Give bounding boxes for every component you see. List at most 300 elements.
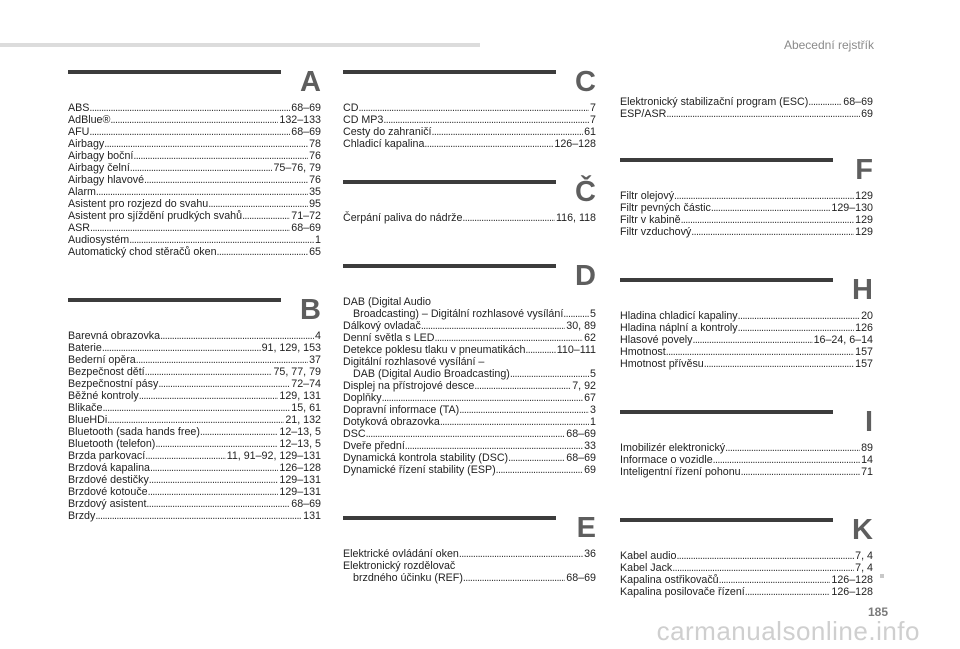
- entry-label: Filtr olejový: [620, 190, 675, 202]
- dot-leader: [508, 452, 565, 464]
- entry-label: Hmotnost: [620, 346, 666, 358]
- index-entry: [68, 330, 321, 342]
- entry-list: [620, 190, 873, 238]
- entry-list: [343, 102, 596, 150]
- entry-pages: 35: [309, 186, 321, 198]
- dot-leader: [149, 474, 279, 486]
- section-divider: [68, 298, 281, 302]
- entry-label: Bederní opěra: [68, 354, 136, 366]
- entry-label: DSC: [343, 428, 366, 440]
- section-letter: K: [852, 514, 873, 546]
- index-entry: [68, 246, 321, 258]
- entry-pages: 1: [315, 234, 321, 246]
- entry-pages: 5: [590, 308, 596, 320]
- index-entry: [68, 234, 321, 246]
- section-i: [620, 406, 873, 478]
- dot-leader: [102, 342, 261, 354]
- entry-label: ABS: [68, 102, 90, 114]
- entry-label: Brzdový asistent: [68, 498, 147, 510]
- entry-pages: 116, 118: [555, 212, 596, 224]
- index-entry: [620, 190, 873, 202]
- page-number: 185: [867, 605, 888, 619]
- entry-label: Alarm: [68, 186, 96, 198]
- entry-pages: 7, 4: [855, 562, 873, 574]
- entry-label: Barevná obrazovka: [68, 330, 161, 342]
- entry-label: Kapalina posilovače řízení: [620, 586, 745, 598]
- entry-list: [620, 550, 873, 598]
- dot-leader: [674, 190, 854, 202]
- index-entry: [620, 310, 873, 322]
- index-entry: [68, 402, 321, 414]
- entry-label: AFU: [68, 126, 90, 138]
- index-entry: [620, 550, 873, 562]
- entry-pages: 129: [855, 214, 873, 226]
- index-entry: [620, 96, 873, 108]
- entry-label: Airbagy boční: [68, 150, 134, 162]
- entry-pages: 126: [855, 322, 873, 334]
- dot-leader: [383, 114, 589, 126]
- entry-pages: 95: [309, 198, 321, 210]
- index-entry: [343, 416, 596, 428]
- dot-leader: [719, 574, 831, 586]
- dot-leader: [424, 138, 553, 150]
- entry-label: Dveře přední: [343, 440, 405, 452]
- index-entry: [68, 414, 321, 426]
- index-entry: [68, 222, 321, 234]
- dot-leader: [158, 378, 290, 390]
- dot-leader: [95, 510, 302, 522]
- section-divider: [68, 70, 281, 74]
- entry-list: [620, 442, 873, 478]
- entry-label: Detekce poklesu tlaku v pneumatikách: [343, 344, 526, 356]
- entry-pages: 12–13, 5: [279, 426, 321, 438]
- entry-label: CD: [343, 102, 359, 114]
- entry-pages: 131: [303, 510, 321, 522]
- section-letter: A: [300, 66, 321, 98]
- index-entry: [68, 162, 321, 174]
- entry-label: Bluetooth (telefon): [68, 438, 156, 450]
- dot-leader: [366, 428, 566, 440]
- entry-pages: 21, 132: [285, 414, 321, 426]
- index-entry: [68, 138, 321, 150]
- watermark: carmanualsonline.info: [656, 616, 920, 646]
- entry-pages: 33: [584, 440, 596, 452]
- section-k: [620, 514, 873, 598]
- entry-label: Hladina chladicí kapaliny: [620, 310, 738, 322]
- index-entry: [343, 572, 596, 584]
- entry-pages: 5: [590, 368, 596, 380]
- section-divider: [343, 516, 556, 520]
- entry-label: Bezpečnostní pásy: [68, 378, 159, 390]
- entry-pages: 129: [855, 226, 873, 238]
- index-entry-erb: Elektronický rozdělovač: [343, 560, 456, 572]
- section-f: [620, 154, 873, 238]
- entry-pages: 7, 92: [572, 380, 596, 392]
- section-d: [343, 260, 596, 476]
- section-letter: F: [855, 154, 873, 186]
- index-entry: [343, 308, 596, 320]
- entry-pages: 67: [584, 392, 596, 404]
- entry-pages: 14: [861, 454, 873, 466]
- entry-list: [343, 320, 596, 356]
- index-entry: [620, 574, 873, 586]
- section-divider: [343, 70, 556, 74]
- index-entry: [343, 320, 596, 332]
- entry-label: Blikače: [68, 402, 103, 414]
- section-letter: E: [576, 512, 596, 544]
- dot-leader: [681, 214, 855, 226]
- index-entry: [620, 214, 873, 226]
- entry-label: Airbagy čelní: [68, 162, 130, 174]
- index-entry: [620, 108, 873, 120]
- index-entry: [68, 114, 321, 126]
- entry-pages: 157: [855, 358, 873, 370]
- dot-leader: [741, 466, 860, 478]
- index-entry: [343, 440, 596, 452]
- section-c: [343, 66, 596, 150]
- dot-leader: [691, 226, 854, 238]
- dot-leader: [145, 366, 273, 378]
- entry-label: Hmotnost přívěsu: [620, 358, 704, 370]
- dot-leader: [217, 246, 309, 258]
- dot-leader: [130, 162, 273, 174]
- dot-leader: [692, 334, 812, 346]
- index-entry: [343, 114, 596, 126]
- index-entry: [343, 392, 596, 404]
- entry-label: Airbagy hlavové: [68, 174, 145, 186]
- entry-pages: 132–133: [279, 114, 321, 126]
- index-entry: [620, 586, 873, 598]
- index-entry: [343, 548, 596, 560]
- index-entry: [68, 378, 321, 390]
- entry-label: Inteligentní řízení pohonu: [620, 466, 741, 478]
- entry-label: Airbagy: [68, 138, 105, 150]
- index-entry: [620, 562, 873, 574]
- index-entry: [68, 210, 321, 222]
- entry-label: Dopravní informace (TA): [343, 404, 460, 416]
- entry-label: Doplňky: [343, 392, 382, 404]
- entry-list: [343, 380, 596, 476]
- section-letter: I: [864, 406, 873, 438]
- section-divider: [620, 410, 833, 414]
- dot-leader: [725, 442, 860, 454]
- entry-list: [343, 212, 596, 224]
- entry-pages: 78: [309, 138, 321, 150]
- entry-label: Bezpečnost dětí: [68, 366, 145, 378]
- dot-leader: [405, 440, 583, 452]
- entry-pages: 69: [861, 108, 873, 120]
- entry-list: [620, 96, 873, 120]
- entry-label: Hladina náplní a kontroly: [620, 322, 738, 334]
- index-entry: [620, 226, 873, 238]
- dot-leader: [666, 108, 860, 120]
- index-entry: [343, 102, 596, 114]
- index-entry: [620, 466, 873, 478]
- section-letter: B: [300, 294, 321, 326]
- index-entry: [620, 358, 873, 370]
- entry-list: [620, 310, 873, 370]
- index-entry: [343, 452, 596, 464]
- entry-pages: 129–131: [279, 486, 321, 498]
- entry-pages: 76: [309, 150, 321, 162]
- entry-label: Elektrické ovládání oken: [343, 548, 459, 560]
- entry-pages: 129: [855, 190, 873, 202]
- entry-pages: 91, 129, 153: [261, 342, 321, 354]
- section-letter: D: [575, 260, 596, 292]
- index-entry: [68, 198, 321, 210]
- entry-label: Běžné kontroly: [68, 390, 139, 402]
- entry-pages: 69: [584, 464, 596, 476]
- entry-label: ESP/ASR: [620, 108, 667, 120]
- entry-pages: 7: [590, 114, 596, 126]
- entry-label: Chladicí kapalina: [343, 138, 425, 150]
- entry-label: Čerpání paliva do nádrže: [343, 212, 463, 224]
- dot-leader: [808, 96, 842, 108]
- index-entry: [68, 366, 321, 378]
- dot-leader: [136, 354, 308, 366]
- entry-label: Brzdová kapalina: [68, 462, 150, 474]
- dot-leader: [474, 380, 571, 392]
- entry-pages: 65: [309, 246, 321, 258]
- entry-label: Imobilizér elektronický: [620, 442, 726, 454]
- dot-leader: [711, 202, 831, 214]
- dot-leader: [382, 392, 583, 404]
- entry-pages: 1: [590, 416, 596, 428]
- dot-leader: [104, 138, 308, 150]
- section-letter: H: [852, 274, 873, 306]
- index-entry: [343, 138, 596, 150]
- entry-pages: 61: [584, 126, 596, 138]
- dot-leader: [133, 150, 308, 162]
- dot-leader: [463, 572, 565, 584]
- dot-leader: [107, 414, 284, 426]
- entry-pages: 76: [309, 174, 321, 186]
- entry-label: Dálkový ovladač: [343, 320, 421, 332]
- entry-pages: 126–128: [831, 574, 873, 586]
- section-e: [343, 512, 596, 584]
- index-entry: [68, 438, 321, 450]
- index-entry: [68, 450, 321, 462]
- section-letter: C: [575, 66, 596, 98]
- index-entry: [68, 354, 321, 366]
- entry-pages: 126–128: [554, 138, 596, 150]
- dot-leader: [89, 126, 290, 138]
- entry-label: Denní světla s LED: [343, 332, 435, 344]
- dot-leader: [139, 390, 279, 402]
- index-entry: [68, 474, 321, 486]
- index-entry: [343, 464, 596, 476]
- index-entry: [68, 174, 321, 186]
- dot-leader: [146, 498, 290, 510]
- entry-label: Broadcasting) – Digitální rozhlasové vysílání: [353, 308, 564, 320]
- entry-label: CD MP3: [343, 114, 384, 126]
- index-entry: [343, 126, 596, 138]
- entry-label: Baterie: [68, 342, 102, 354]
- dot-leader: [160, 330, 314, 342]
- header-bar: [0, 43, 480, 47]
- index-entry: [343, 332, 596, 344]
- entry-pages: 68–69: [566, 572, 596, 584]
- entry-label: Brzda parkovací: [68, 450, 146, 462]
- entry-pages: 75–76, 79: [273, 162, 321, 174]
- entry-list: [343, 548, 596, 560]
- entry-pages: 68–69: [291, 102, 321, 114]
- section-divider: [620, 158, 833, 162]
- entry-label: Dynamická kontrola stability (DSC): [343, 452, 509, 464]
- entry-pages: 157: [855, 346, 873, 358]
- entry-label: Kabel audio: [620, 550, 677, 562]
- entry-pages: 36: [584, 548, 596, 560]
- entry-pages: 4: [315, 330, 321, 342]
- entry-pages: 20: [861, 310, 873, 322]
- entry-pages: 75, 77, 79: [273, 366, 321, 378]
- index-entry: [343, 212, 596, 224]
- index-entry: [620, 454, 873, 466]
- entry-label: Bluetooth (sada hands free): [68, 426, 200, 438]
- entry-pages: 16–24, 6–14: [813, 334, 873, 346]
- entry-pages: 68–69: [566, 428, 596, 440]
- entry-label: Dynamické řízení stability (ESP): [343, 464, 496, 476]
- index-entry: [68, 126, 321, 138]
- entry-list: [68, 330, 321, 522]
- entry-pages: 110–111: [556, 344, 596, 356]
- entry-pages: 71–72: [291, 210, 321, 222]
- dot-leader: [358, 102, 589, 114]
- entry-pages: 15, 61: [291, 402, 321, 414]
- entry-pages: 68–69: [566, 452, 596, 464]
- index-entry: [68, 342, 321, 354]
- entry-pages: 126–128: [279, 462, 321, 474]
- entry-pages: 71: [861, 466, 873, 478]
- entry-label: Displej na přístrojové desce: [343, 380, 475, 392]
- entry-label: Brzdové destičky: [68, 474, 149, 486]
- dot-leader: [432, 126, 584, 138]
- section-b: [68, 294, 321, 522]
- dot-leader: [96, 186, 308, 198]
- dot-leader: [145, 450, 225, 462]
- dot-leader: [110, 114, 278, 126]
- index-column-3: [620, 96, 873, 598]
- entry-label: Filtr v kabině: [620, 214, 681, 226]
- index-column-1: [68, 66, 321, 522]
- index-entry: [343, 428, 596, 440]
- dot-leader: [150, 462, 278, 474]
- dot-leader: [672, 562, 854, 574]
- dot-leader: [89, 102, 290, 114]
- page-header-title: Abecední rejstřík: [783, 38, 874, 52]
- entry-pages: 129–131: [279, 474, 321, 486]
- dot-leader: [129, 234, 314, 246]
- dot-leader: [148, 486, 279, 498]
- dot-leader: [563, 308, 589, 320]
- entry-pages: 129, 131: [279, 390, 321, 402]
- index-entry: [343, 368, 596, 380]
- section-a: [68, 66, 321, 258]
- section-h: [620, 274, 873, 370]
- section-letter: Č: [575, 176, 596, 208]
- index-entry: [620, 442, 873, 454]
- entry-pages: 12–13, 5: [279, 438, 321, 450]
- entry-label: AdBlue®: [68, 114, 111, 126]
- entry-pages: 30, 89: [566, 320, 596, 332]
- dot-leader: [144, 174, 308, 186]
- entry-list: [68, 102, 321, 258]
- dot-leader: [704, 358, 854, 370]
- dot-leader: [745, 586, 831, 598]
- dot-leader: [102, 402, 290, 414]
- entry-pages: 3: [590, 404, 596, 416]
- dot-leader: [462, 212, 555, 224]
- index-entry: [68, 390, 321, 402]
- entry-label: Audiosystém: [68, 234, 130, 246]
- entry-label: Automatický chod stěračů oken: [68, 246, 217, 258]
- index-entry: [68, 510, 321, 522]
- dot-leader: [496, 464, 583, 476]
- dot-leader: [676, 550, 854, 562]
- index-entry: [68, 186, 321, 198]
- dot-leader: [155, 438, 278, 450]
- index-entry: [620, 202, 873, 214]
- entry-label: Kapalina ostřikovačů: [620, 574, 719, 586]
- section-divider: [343, 264, 556, 268]
- dot-leader: [90, 222, 290, 234]
- index-entry-dab: DAB (Digital Audio: [343, 296, 431, 308]
- index-entry: [343, 380, 596, 392]
- entry-label: Cesty do zahraničí: [343, 126, 432, 138]
- entry-label: Informace o vozidle: [620, 454, 713, 466]
- dot-leader: [459, 404, 589, 416]
- entry-label: Filtr pevných částic: [620, 202, 711, 214]
- index-entry: [68, 150, 321, 162]
- index-column-2: [343, 66, 596, 584]
- index-entry: [68, 426, 321, 438]
- entry-label: Brzdové kotouče: [68, 486, 148, 498]
- section-divider: [343, 180, 556, 184]
- entry-label: Filtr vzduchový: [620, 226, 692, 238]
- entry-label: Hlasové povely: [620, 334, 693, 346]
- dot-leader: [421, 320, 565, 332]
- index-entry: [68, 486, 321, 498]
- entry-pages: 11, 91–92, 129–131: [226, 450, 321, 462]
- dot-leader: [459, 548, 583, 560]
- page-edge-marker: [880, 574, 884, 578]
- dot-leader: [200, 426, 278, 438]
- entry-pages: 37: [309, 354, 321, 366]
- index-entry: [620, 346, 873, 358]
- index-entry: [68, 498, 321, 510]
- entry-pages: 68–69: [291, 498, 321, 510]
- entry-pages: 68–69: [843, 96, 873, 108]
- dot-leader: [242, 210, 290, 222]
- dot-leader: [666, 346, 854, 358]
- entry-pages: 68–69: [291, 222, 321, 234]
- entry-label: Elektronický stabilizační program (ESC): [620, 96, 809, 108]
- entry-pages: 7: [590, 102, 596, 114]
- index-entry: [68, 462, 321, 474]
- dot-leader: [525, 344, 555, 356]
- dot-leader: [713, 454, 860, 466]
- entry-label: Kabel Jack: [620, 562, 673, 574]
- entry-label: brzdného účinku (REF): [353, 572, 463, 584]
- entry-pages: 126–128: [831, 586, 873, 598]
- dot-leader: [738, 310, 860, 322]
- section-c-caron: [343, 176, 596, 224]
- index-entry: [68, 102, 321, 114]
- entry-label: Dotyková obrazovka: [343, 416, 440, 428]
- index-entry: [343, 404, 596, 416]
- section-divider: [620, 518, 833, 522]
- entry-label: Asistent pro rozjezd do svahu: [68, 198, 209, 210]
